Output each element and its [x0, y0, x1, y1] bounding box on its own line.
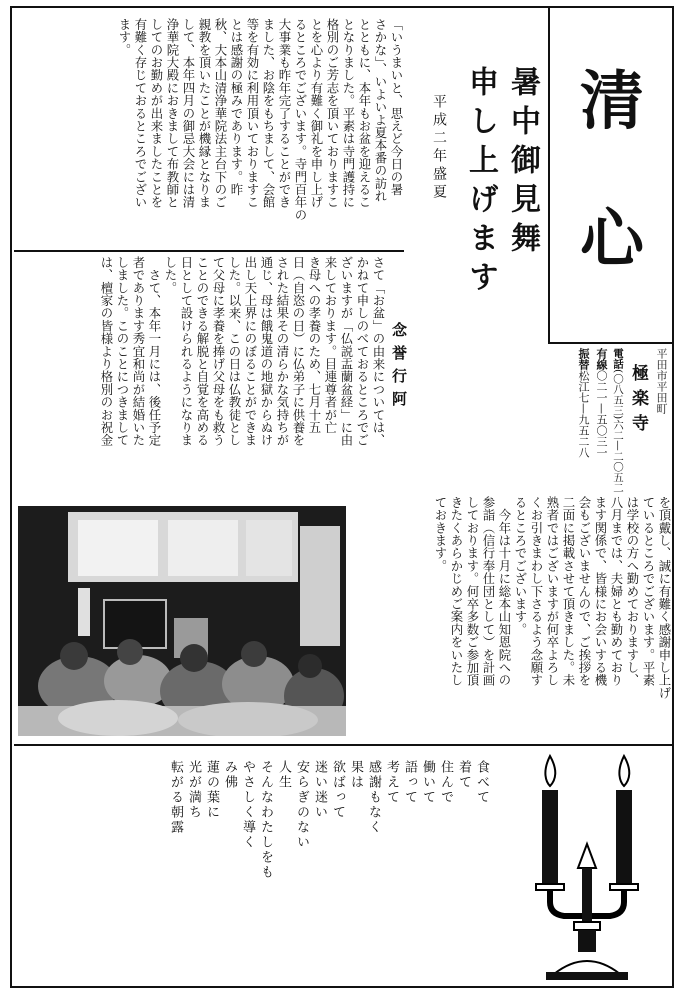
article-3-column: ておきます。: [433, 496, 448, 573]
article-1-column: 大事業も昨年完了することができ: [277, 18, 292, 209]
article-1-column: とともに、本年もお盆を迎えるこ: [357, 18, 372, 209]
article-3-column: を頂戴し、誠に有難く感謝申し上げ: [657, 496, 672, 700]
article-1-column: 浄華院大殿におきまして布教師と: [165, 18, 180, 209]
article-2-column: した。以来、この日は仏教徒とし: [227, 256, 242, 447]
article-1-column: ました、お陰をもちまして、会館: [261, 18, 276, 209]
poem-line-column: 働いて: [420, 760, 435, 805]
article-3-column: るところでございます。: [513, 496, 528, 636]
article-2-column: さて、本年一月には、後任予定: [147, 256, 162, 447]
article-1-rule: [14, 250, 404, 252]
article-3-column: 今年は十月に総本山知恩院への: [497, 496, 512, 687]
poem-top-rule: [14, 744, 674, 746]
article-1-column: とを心より有難く御礼を申し上げ: [309, 18, 324, 209]
article-2-column: 出し天上界にのぼることができま: [243, 256, 258, 447]
author-name: 念誉行阿: [390, 322, 408, 414]
poem-line-column: 食べて: [474, 760, 489, 805]
article-3-column: 八月までは、夫婦とも勤めており: [609, 496, 624, 687]
greeting-block: [400, 30, 546, 330]
article-2-column: しました。このことにつきまして: [115, 256, 130, 447]
temple-info: [556, 346, 668, 493]
article-2-column: 通じ、母は餓鬼道の地獄からぬけ: [259, 256, 274, 447]
poem: [168, 760, 490, 980]
poem-line-column: 蓮の葉に: [204, 760, 219, 820]
poem-line-column: 果は: [348, 760, 363, 790]
poem-line-column: 考えて: [384, 760, 399, 805]
title-char-1: 清: [580, 64, 644, 139]
article-2-column: て父母に孝養を捧げ父母をも救う: [211, 256, 226, 447]
temple-name: 極楽寺: [628, 364, 648, 439]
article-3-column: ます関係で、皆様にお会いする機: [593, 496, 608, 687]
article-3-column: 参詣（信行奉仕団として）を計画: [481, 496, 496, 687]
article-1-column: して、本年四月の御忌大会には清: [181, 18, 196, 209]
article-2-column: 日として設けられるようになりま: [179, 256, 194, 447]
poem-line-column: 感謝もなく: [366, 760, 381, 835]
article-3-column: ているところでございます。平素: [641, 496, 656, 687]
article-1-column: 格別のご芳志を頂いておりますこ: [325, 18, 340, 209]
phone-number: (〇八五三)六二—二〇五二: [612, 369, 624, 493]
poem-line-column: 安らぎのない: [294, 760, 309, 850]
account-number: 松江七—九五二八: [577, 370, 590, 458]
gathering-photo: [18, 506, 346, 736]
article-1-column: さかな」、いよいよ夏本番の訪れ: [373, 18, 388, 203]
article-3-column: 二面に掲載させて頂きました。未: [561, 496, 576, 687]
article-1-column: 有難く存じておるところでござい: [133, 18, 148, 209]
article-2-column: 者であります秀宜和尚が結婚いた: [131, 256, 146, 447]
article-3-column: くお引きまわし下さるよう念願す: [529, 496, 544, 687]
article-2: [16, 256, 386, 486]
poem-line-column: 迷い迷い: [312, 760, 327, 820]
poem-line-column: 着て: [456, 760, 471, 790]
temple-address: 平田市平田町: [655, 348, 668, 414]
article-3-column: しております。何卒多数ご参加頂: [465, 496, 480, 687]
greeting-line-1: 暑中御見舞: [505, 66, 540, 261]
poem-line-column: 語って: [402, 760, 417, 805]
article-1-column: 等を有効に利用頂いておりますこ: [245, 18, 260, 209]
masthead-bottom-rule: [548, 342, 674, 344]
article-3: [352, 496, 672, 736]
newsletter-title: [560, 58, 664, 318]
transfer-label: 有線: [595, 348, 608, 370]
article-2-column: ざいますが「仏説盂蘭盆経」に由: [339, 256, 354, 447]
phone-label: 電話: [612, 348, 624, 369]
account-label: 振替: [577, 348, 590, 370]
greeting-line-2: 申し上げます: [463, 66, 498, 300]
article-1-column: ます。: [117, 18, 132, 57]
article-2-column: ことのできる解脱と自覚を高める: [195, 256, 210, 447]
article-1-column: 親教を頂いたことが機縁となりま: [197, 18, 212, 209]
poem-line-column: 人生: [276, 760, 291, 790]
article-2-column: は、檀家の皆様より格別のお祝金: [99, 256, 114, 447]
article-1-column: となりました。平素は寺門護持に: [341, 18, 356, 209]
greeting-date: 平成二年盛夏: [431, 94, 447, 202]
article-3-column: 熟者ではございますが何卒よろし: [545, 496, 560, 687]
phone-row: [611, 348, 624, 493]
article-3-column: きたくあらかじめご案内をいたし: [449, 496, 464, 687]
article-3-column: 会もございませんので、ご挨拶を: [577, 496, 592, 687]
poem-line-column: 光が満ち: [186, 760, 201, 820]
transfer-row: [594, 348, 608, 458]
poem-line-column: 住んで: [438, 760, 453, 805]
candle-illustration: [512, 752, 662, 982]
article-1: [16, 18, 404, 246]
transfer-number: 〇二一—五〇三一: [595, 370, 608, 458]
masthead-divider: [548, 6, 550, 342]
article-1-column: とは感謝の極みであります。昨: [229, 18, 244, 196]
photo-illustration: [18, 506, 346, 736]
article-2-column: された結果その清らかな気持ちが: [275, 256, 290, 447]
candle-icon: [512, 752, 662, 982]
poem-line-column: 転がる朝露: [168, 760, 183, 835]
article-1-column: してのお勤めが出来ましたことを: [149, 18, 164, 209]
title-char-2: 心: [580, 202, 644, 277]
article-1-column: るところでございます。寺門百年の: [293, 18, 308, 222]
article-2-column: 来しております。目連尊者が亡: [323, 256, 338, 434]
article-3-column: は学校の方へ勤めておりますし、: [625, 496, 640, 687]
poem-line-column: み佛: [222, 760, 237, 790]
article-1-column: 「いうまいと、思えど今日の暑: [389, 18, 404, 196]
article-2-column: さて「お盆」の由来については、: [371, 256, 386, 447]
article-2-column: き母への孝養のため、七月十五: [307, 256, 322, 434]
article-1-column: 秋、大本山清浄華院法主台下のご: [213, 18, 228, 209]
article-2-column: した。: [163, 256, 178, 295]
article-2-column: 日（自恣の日）に仏弟子に供養を: [291, 256, 306, 447]
poem-line-column: 欲ばって: [330, 760, 345, 820]
poem-line-column: やさしく導く: [240, 760, 255, 850]
article-2-column: かねて申しのべておるところでご: [355, 256, 370, 447]
account-row: [576, 348, 590, 458]
poem-line-column: そんなわたしをも: [258, 760, 273, 880]
